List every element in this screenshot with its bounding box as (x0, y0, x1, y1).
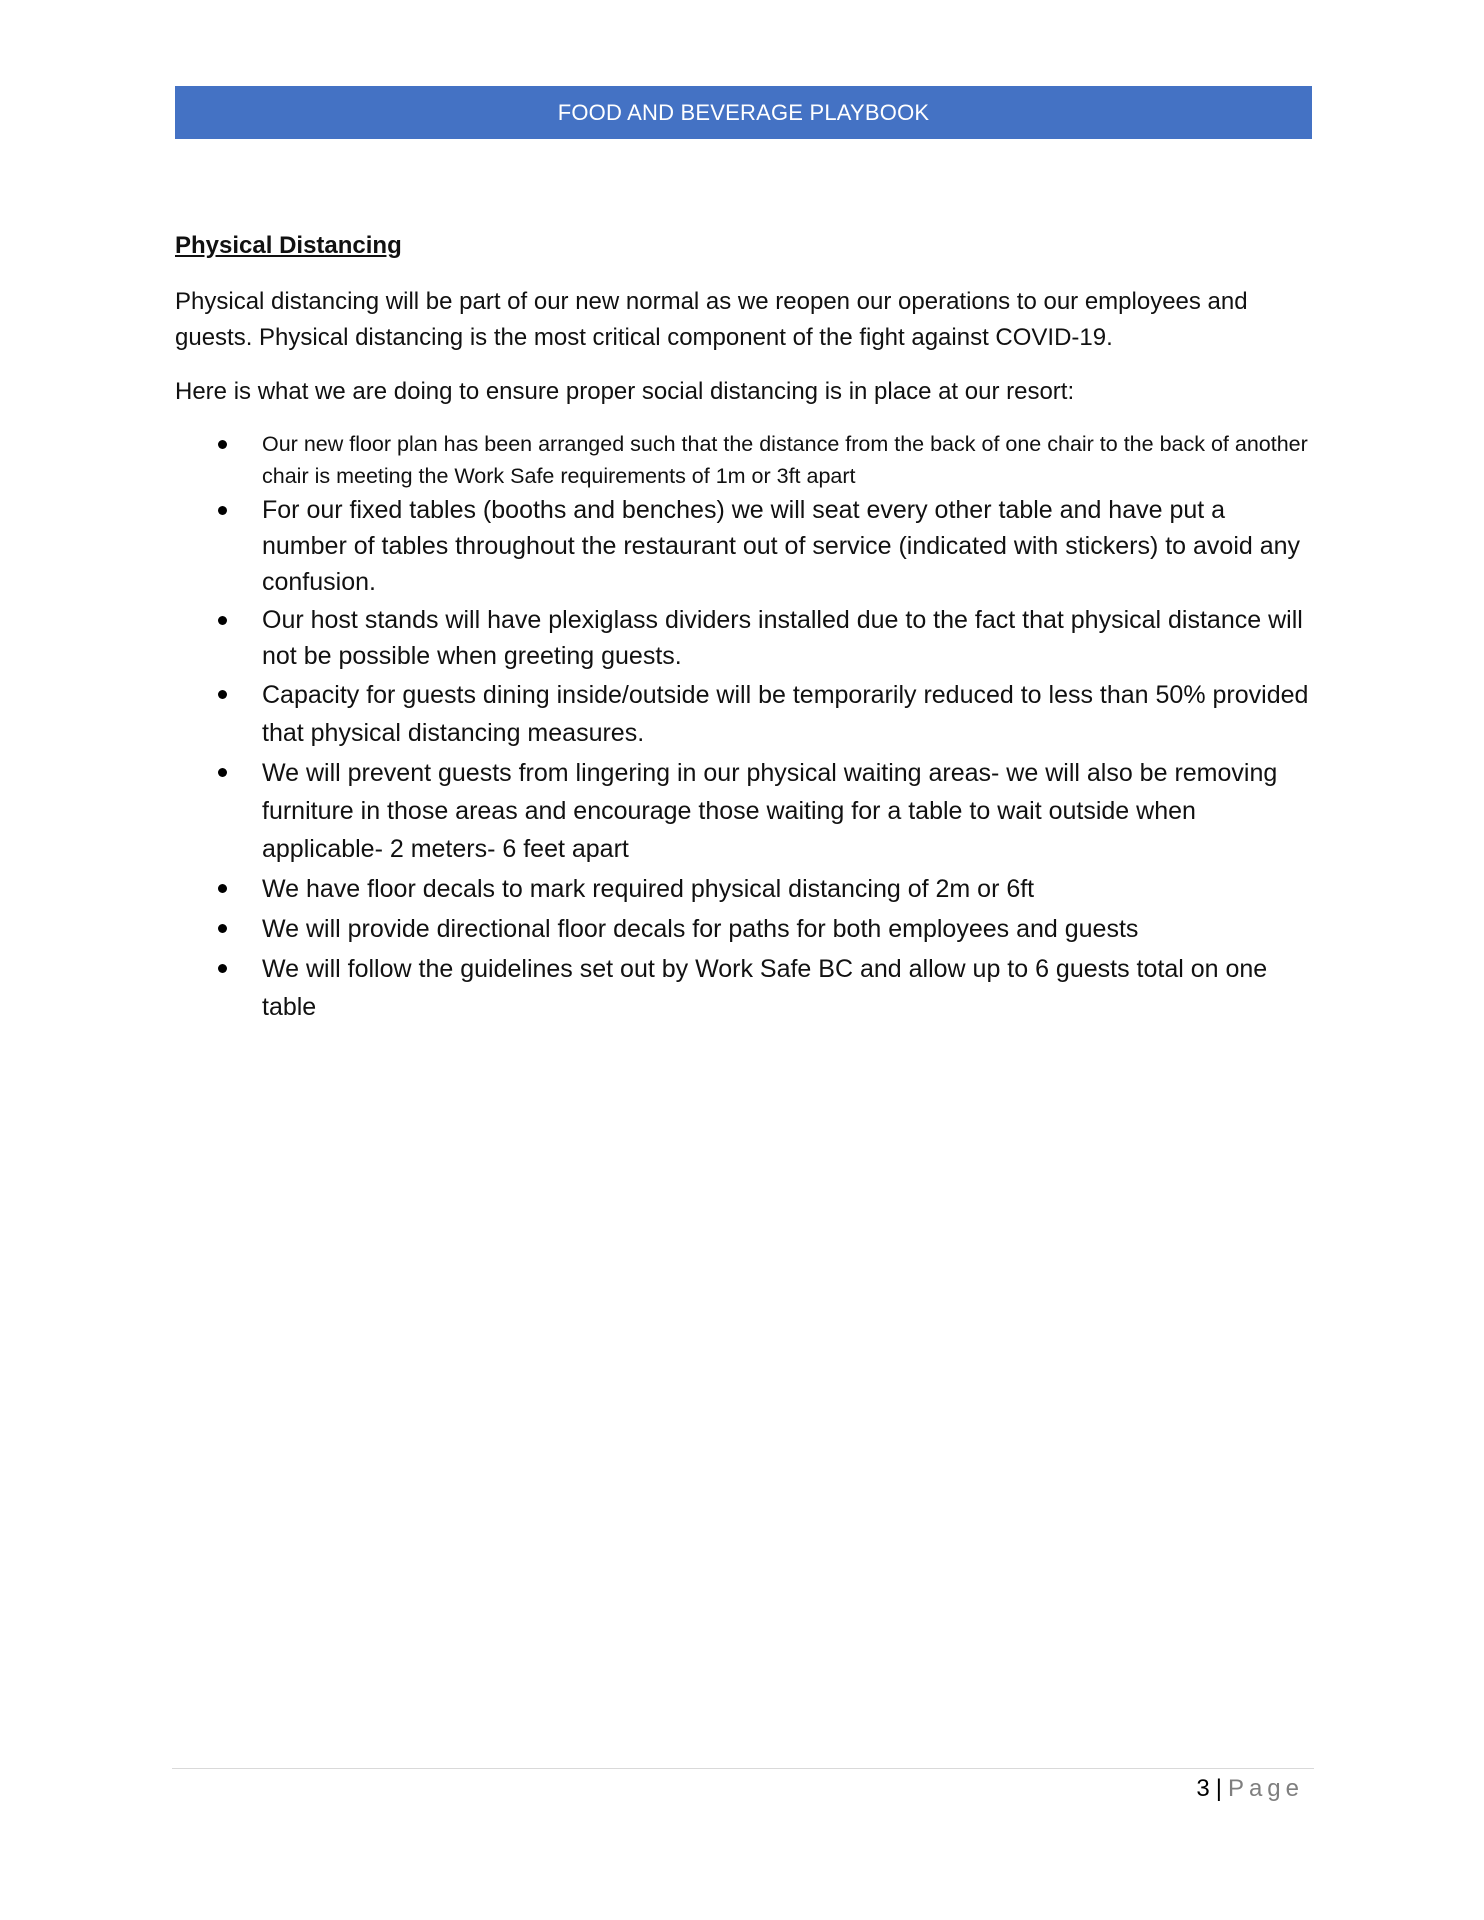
list-item-text: We have floor decals to mark required physical distancing of 2m or 6ft (262, 875, 1035, 903)
bullet-icon (218, 506, 227, 515)
list-item-text: We will provide directional floor decals for paths for both employees and guests (262, 915, 1139, 943)
list-item (175, 950, 1312, 1026)
intro-paragraph: Physical distancing will be part of our new normal as we reopen our operations to our employees and guests. Physical distancing is the most critical component of the fight against COVID-19. (175, 288, 1248, 351)
bullet-list (175, 428, 1312, 1026)
page-number: 3 (1196, 1775, 1210, 1802)
list-item-text: Capacity for guests dining inside/outside will be temporarily reduced to less than 50% provided that physical distancing measures. (262, 681, 1309, 747)
page-label: Page (1227, 1775, 1304, 1802)
lead-paragraph: Here is what we are doing to ensure proper social distancing is in place at our resort: (175, 378, 1075, 405)
document-header-title: FOOD AND BEVERAGE PLAYBOOK (557, 100, 930, 125)
list-item (175, 428, 1312, 492)
page-separator: | (1215, 1775, 1222, 1802)
document-header-banner (175, 86, 1312, 139)
list-item-text: Our host stands will have plexiglass dividers installed due to the fact that physical distance will not be possible when greeting guests. (262, 606, 1303, 670)
bullet-icon (218, 964, 227, 973)
footer-divider (172, 1768, 1314, 1769)
list-item (175, 870, 1312, 908)
list-item-text: We will prevent guests from lingering in our physical waiting areas- we will also be removing furniture in those areas and encourage those waiting for a table to wait outside when applicable- 2 meters- 6 feet apart (262, 759, 1278, 863)
list-item (175, 676, 1312, 752)
list-item (175, 754, 1312, 868)
bullet-icon (218, 440, 227, 449)
bullet-icon (218, 884, 227, 893)
bullet-icon (218, 690, 227, 699)
page-footer (1196, 1772, 1304, 1806)
list-item (175, 492, 1312, 600)
bullet-icon (218, 616, 227, 625)
bullet-icon (218, 924, 227, 933)
list-item-text: We will follow the guidelines set out by Work Safe BC and allow up to 6 guests total on one table (262, 955, 1268, 1021)
list-item-text: Our new floor plan has been arranged such that the distance from the back of one chair to the back of another chair is meeting the Work Safe requirements of 1m or 3ft apart (262, 432, 1308, 488)
list-item (175, 602, 1312, 674)
page-content (175, 230, 1312, 1028)
list-item-text: For our fixed tables (booths and benches) we will seat every other table and have put a number of tables throughout the restaurant out of service (indicated with stickers) to avoid any confusion. (262, 496, 1301, 596)
section-heading: Physical Distancing (175, 232, 402, 259)
list-item (175, 910, 1312, 948)
bullet-icon (218, 768, 227, 777)
